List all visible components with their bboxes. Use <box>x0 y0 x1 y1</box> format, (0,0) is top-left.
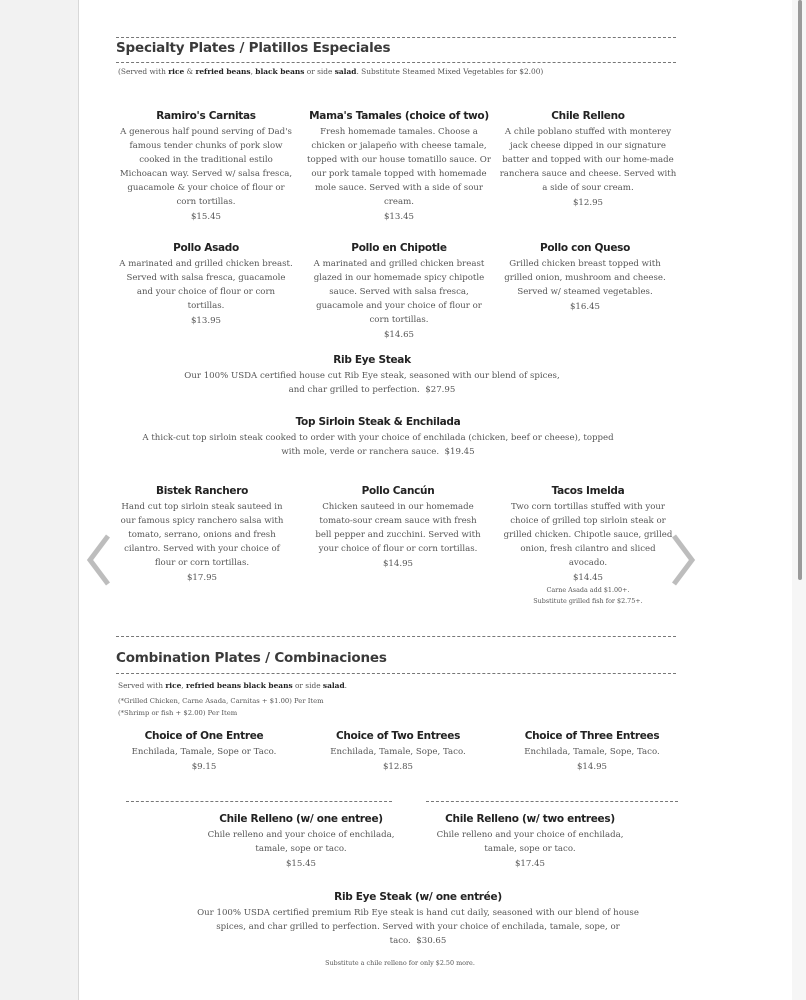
item-price: $15.45 <box>285 859 317 869</box>
menu-item <box>196 813 406 869</box>
item-name: Chile Relleno (w/ one entree) <box>219 813 383 825</box>
item-price: $14.45 <box>572 573 604 583</box>
item-name: Ramiro's Carnitas <box>156 110 256 122</box>
menu-page <box>96 0 692 1000</box>
item-extra: Carne Asada add $1.00+. Substitute grilled fish for $2.75+. <box>533 586 643 605</box>
item-price: $16.45 <box>569 302 601 312</box>
divider <box>116 62 676 63</box>
item-desc: Enchilada, Tamale, Sope, Taco. <box>330 747 466 757</box>
combination-note-2: (*Grilled Chicken, Carne Asada, Carnitas + $1.00) Per Item <box>118 697 324 705</box>
combination-note-3: (*Shrimp or fish + $2.00) Per Item <box>118 709 238 717</box>
item-name: Chile Relleno <box>551 110 625 122</box>
menu-item <box>422 813 638 869</box>
menu-item <box>114 485 290 583</box>
menu-item <box>180 354 564 397</box>
item-name: Top Sirloin Steak & Enchilada <box>295 416 461 428</box>
item-name: Pollo con Queso <box>539 242 631 254</box>
item-name: Pollo Asado <box>173 242 239 254</box>
divider <box>116 37 676 38</box>
combination-note: Served with rice, refried beans black beans or side salad. <box>118 681 347 690</box>
item-price: $13.95 <box>190 316 222 326</box>
divider <box>126 801 392 802</box>
item-desc: A marinated and grilled chicken breast. Served with salsa fresca, guacamole and your choice of flour or corn tortillas. <box>119 259 293 311</box>
menu-item <box>312 242 486 340</box>
item-name: Pollo Cancún <box>361 485 435 497</box>
divider <box>116 673 676 674</box>
combination-footnote: Substitute a chile relleno for only $2.50 more. <box>325 959 475 967</box>
item-desc: Enchilada, Tamale, Sope, Taco. <box>524 747 660 757</box>
item-name: Chile Relleno (w/ two entrees) <box>445 813 615 825</box>
scrollbar-thumb[interactable] <box>798 0 802 580</box>
menu-item <box>116 730 292 772</box>
item-price: $14.95 <box>382 559 414 569</box>
item-name: Mama's Tamales (choice of two) <box>309 110 489 122</box>
divider <box>116 636 676 637</box>
left-margin <box>0 0 79 1000</box>
menu-item <box>140 416 616 459</box>
item-price: $13.45 <box>383 212 415 222</box>
item-desc: Chile relleno and your choice of enchilada, tamale, sope or taco. <box>436 830 624 854</box>
item-price: $27.95 <box>425 385 456 395</box>
item-desc: Two corn tortillas stuffed with your choice of grilled top sirloin steak or grilled chicken. Chipotle sauce, grilled onion, fresh cilantro and sliced avocado. <box>503 502 673 568</box>
scrollbar-track[interactable] <box>792 0 806 1000</box>
item-price: $12.85 <box>382 762 414 772</box>
item-name: Tacos Imelda <box>551 485 625 497</box>
item-name: Rib Eye Steak <box>333 354 411 366</box>
item-name: Pollo en Chipotle <box>351 242 447 254</box>
item-price: $17.45 <box>514 859 546 869</box>
item-price: $14.65 <box>383 330 415 340</box>
menu-item <box>304 110 494 222</box>
item-desc: A thick-cut top sirloin steak cooked to order with your choice of enchilada (chicken, beef or cheese), topped with mole, verde or ranchera sauce. $19.45 <box>142 433 614 457</box>
item-name: Rib Eye Steak (w/ one entrée) <box>334 891 502 903</box>
specialty-title: Specialty Plates / Platillos Especiales <box>116 40 391 56</box>
item-desc: Grilled chicken breast topped with grilled onion, mushroom and cheese. Served w/ steamed vegetables. <box>504 259 666 297</box>
item-desc: Enchilada, Tamale, Sope or Taco. <box>131 747 277 757</box>
menu-item <box>494 242 676 312</box>
menu-item <box>310 485 486 569</box>
item-desc: A marinated and grilled chicken breast glazed in our homemade spicy chipotle sauce. Served with salsa fresca, guacamole and your choice of flour or corn tortillas. <box>313 259 485 325</box>
menu-item <box>118 110 294 222</box>
item-price: $19.45 <box>444 447 475 457</box>
item-desc: A generous half pound serving of Dad's famous tender chunks of pork slow cooked in the traditional estilo Michoacan way. Served w/ salsa fresca, guacamole & your choice of flour or corn tortillas. <box>119 127 293 207</box>
combination-title: Combination Plates / Combinaciones <box>116 650 387 666</box>
menu-item <box>498 110 678 208</box>
item-desc: Chicken sauteed in our homemade tomato-sour cream sauce with fresh bell pepper and zucchini. Served with your choice of flour or corn tortillas. <box>315 502 481 554</box>
menu-item <box>502 730 682 772</box>
item-desc: Chile relleno and your choice of enchilada, tamale, sope or taco. <box>207 830 395 854</box>
item-price: $12.95 <box>572 198 604 208</box>
specialty-note: (Served with rice & refried beans, black beans or side salad. Substitute Steamed Mixed Vegetables for $2.00) <box>118 67 544 76</box>
menu-item <box>190 891 646 948</box>
item-price: $17.95 <box>186 573 218 583</box>
item-name: Choice of Three Entrees <box>524 730 660 742</box>
item-price: $30.65 <box>416 936 447 946</box>
item-desc: A chile poblano stuffed with monterey jack cheese dipped in our signature batter and topped with our home-made ranchera sauce and cheese. Served with a side of sour cream. <box>499 127 677 193</box>
item-name: Choice of Two Entrees <box>335 730 461 742</box>
item-price: $15.45 <box>190 212 222 222</box>
menu-item <box>310 730 486 772</box>
item-price: $14.95 <box>576 762 608 772</box>
item-price: $9.15 <box>191 762 217 772</box>
item-desc: Our 100% USDA certified premium Rib Eye steak is hand cut daily, seasoned with our blend of house spices, and char grilled to perfection. Served with your choice of enchilada, tamale, sope, or taco. $30.65 <box>197 908 639 946</box>
item-desc: Hand cut top sirloin steak sauteed in our famous spicy ranchero salsa with tomato, serrano, onions and fresh cilantro. Served with your choice of flour or corn tortillas. <box>120 502 284 568</box>
menu-item <box>118 242 294 326</box>
item-desc: Our 100% USDA certified house cut Rib Eye steak, seasoned with our blend of spices, and char grilled to perfection. $27.95 <box>184 371 560 395</box>
item-name: Choice of One Entree <box>144 730 264 742</box>
item-desc: Fresh homemade tamales. Choose a chicken or jalapeño with cheese tamale, topped with our house tomatillo sauce. Or our pork tamale topped with homemade mole sauce. Served with a side of sour cream. <box>307 127 491 207</box>
divider <box>426 801 678 802</box>
menu-item <box>500 485 676 607</box>
item-name: Bistek Ranchero <box>156 485 248 497</box>
